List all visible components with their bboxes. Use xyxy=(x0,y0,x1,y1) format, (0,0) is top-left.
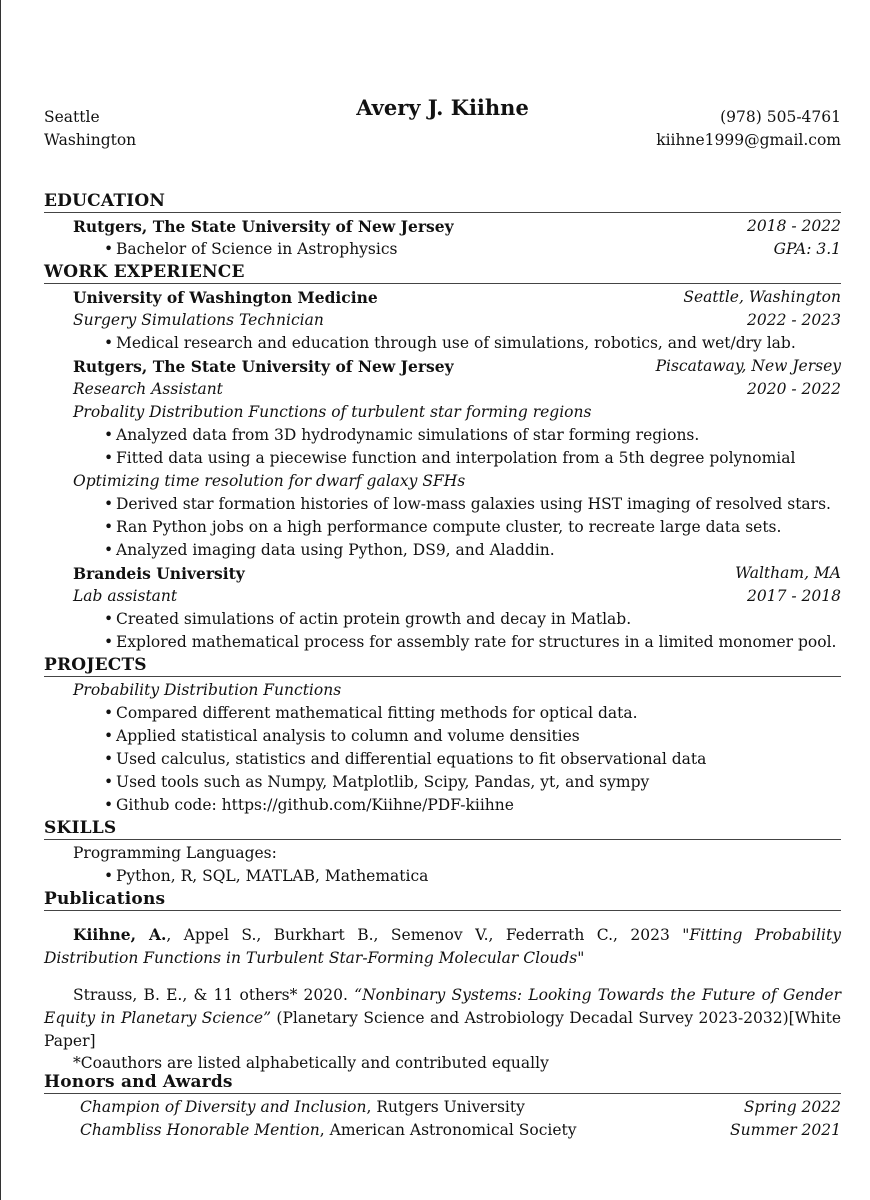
bullet-item: • Created simulations of actin protein growth and decay in Matlab. xyxy=(44,608,841,631)
projects-heading: PROJECTS xyxy=(44,654,841,677)
job-years: 2017 - 2018 xyxy=(747,587,841,605)
work-heading: WORK EXPERIENCE xyxy=(44,261,841,284)
job-org: University of Washington Medicine xyxy=(73,288,378,307)
bullet-item: • Compared different mathematical fitting methods for optical data. xyxy=(44,702,841,725)
job-location: Piscataway, New Jersey xyxy=(655,357,841,375)
award-name: Champion of Diversity and Inclusion xyxy=(80,1098,367,1116)
bullet-item: • Analyzed data from 3D hydrodynamic simulations of star forming regions. xyxy=(44,424,841,447)
pub-coauthors: , Appel S., Burkhart B., Semenov V., Federrath C., 2023 xyxy=(166,926,683,944)
address-block xyxy=(44,106,136,152)
pub-authors: Strauss, B. E., & 11 others* 2020. xyxy=(73,986,355,1004)
award-org: , Rutgers University xyxy=(366,1098,525,1116)
pub-title: “Nonbinary Systems: Looking Towards the Future of Gender Equity in Planetary Science” xyxy=(44,986,841,1027)
job-role: Lab assistant xyxy=(73,587,178,605)
award-row xyxy=(44,1119,841,1142)
research-project-title: Probality Distribution Functions of turbulent star forming regions xyxy=(73,403,592,421)
bullet-item: • Fitted data using a piecewise function and interpolation from a 5th degree polynomial xyxy=(44,447,841,470)
skills-heading: SKILLS xyxy=(44,817,841,840)
job-years: 2020 - 2022 xyxy=(747,380,841,398)
job-role: Surgery Simulations Technician xyxy=(73,311,324,329)
job-header xyxy=(44,355,841,378)
pub-venue: (Planetary Science and Astrobiology Decadal Survey 2023-2032)[White Paper] xyxy=(44,1009,841,1050)
contact-block xyxy=(656,106,841,152)
page-edge xyxy=(0,0,1,1200)
publications-heading: Publications xyxy=(44,888,841,911)
project-title: Probability Distribution Functions xyxy=(73,681,342,699)
candidate-name: Avery J. Kiihne xyxy=(356,95,529,120)
bullet-item: • Ran Python jobs on a high performance compute cluster, to recreate large data sets. xyxy=(44,516,841,539)
job-header xyxy=(44,562,841,585)
education-years: 2018 - 2022 xyxy=(747,217,841,235)
skills-label: Programming Languages: xyxy=(73,844,277,862)
gpa: GPA: 3.1 xyxy=(773,240,841,258)
award-org: , American Astronomical Society xyxy=(319,1121,577,1139)
bullet-item: • Python, R, SQL, MATLAB, Mathematica xyxy=(44,865,841,888)
research-project-title: Optimizing time resolution for dwarf galaxy SFHs xyxy=(73,472,466,490)
job-org: Brandeis University xyxy=(73,564,245,583)
award-row xyxy=(44,1096,841,1119)
job-years: 2022 - 2023 xyxy=(747,311,841,329)
pub-title: "Fitting Probability Distribution Functions in Turbulent Star-Forming Molecular Clouds" xyxy=(44,926,841,967)
job-role-row xyxy=(44,309,841,332)
bullet-item: • Used tools such as Numpy, Matplotlib, Scipy, Pandas, yt, and sympy xyxy=(44,771,841,794)
awards-list xyxy=(44,1096,841,1142)
bullet-item: • Used calculus, statistics and differential equations to fit observational data xyxy=(44,748,841,771)
bullet-item: • Applied statistical analysis to column and volume densities xyxy=(44,725,841,748)
publication-entry xyxy=(44,970,841,1053)
awards-heading: Honors and Awards xyxy=(44,1071,841,1094)
job-org: Rutgers, The State University of New Jersey xyxy=(73,357,454,376)
resume-header xyxy=(44,96,841,190)
award-date: Spring 2022 xyxy=(743,1098,841,1116)
city: Seattle xyxy=(44,108,100,126)
award-date: Summer 2021 xyxy=(730,1121,841,1139)
degree: • Bachelor of Science in Astrophysics xyxy=(116,240,398,258)
job-role-row xyxy=(44,585,841,608)
job-role: Research Assistant xyxy=(73,380,223,398)
pub-author: Kiihne, A. xyxy=(73,925,167,944)
education-row xyxy=(44,215,841,238)
resume-page xyxy=(44,96,841,1142)
bullet-item: • Analyzed imaging data using Python, DS9, and Aladdin. xyxy=(44,539,841,562)
school-name: Rutgers, The State University of New Jersey xyxy=(73,217,454,236)
bullet-item: • Derived star formation histories of low-mass galaxies using HST imaging of resolved stars. xyxy=(44,493,841,516)
phone: (978) 505-4761 xyxy=(720,108,841,126)
publication-entry xyxy=(44,913,841,970)
bullet-item: • Medical research and education through use of simulations, robotics, and wet/dry lab. xyxy=(44,332,841,355)
bullet-item: • Explored mathematical process for assembly rate for structures in a limited monomer pool. xyxy=(44,631,841,654)
job-location: Seattle, Washington xyxy=(683,288,841,306)
email: kiihne1999@gmail.com xyxy=(656,131,841,149)
coauthor-note: *Coauthors are listed alphabetically and contributed equally xyxy=(73,1054,549,1072)
job-role-row xyxy=(44,378,841,401)
job-header xyxy=(44,286,841,309)
state: Washington xyxy=(44,131,137,149)
degree-row xyxy=(44,238,841,261)
github-link-item[interactable]: • Github code: https://github.com/Kiihne/PDF-kiihne xyxy=(44,794,841,817)
education-heading: EDUCATION xyxy=(44,190,841,213)
award-name: Chambliss Honorable Mention xyxy=(80,1121,320,1139)
job-location: Waltham, MA xyxy=(735,564,841,582)
